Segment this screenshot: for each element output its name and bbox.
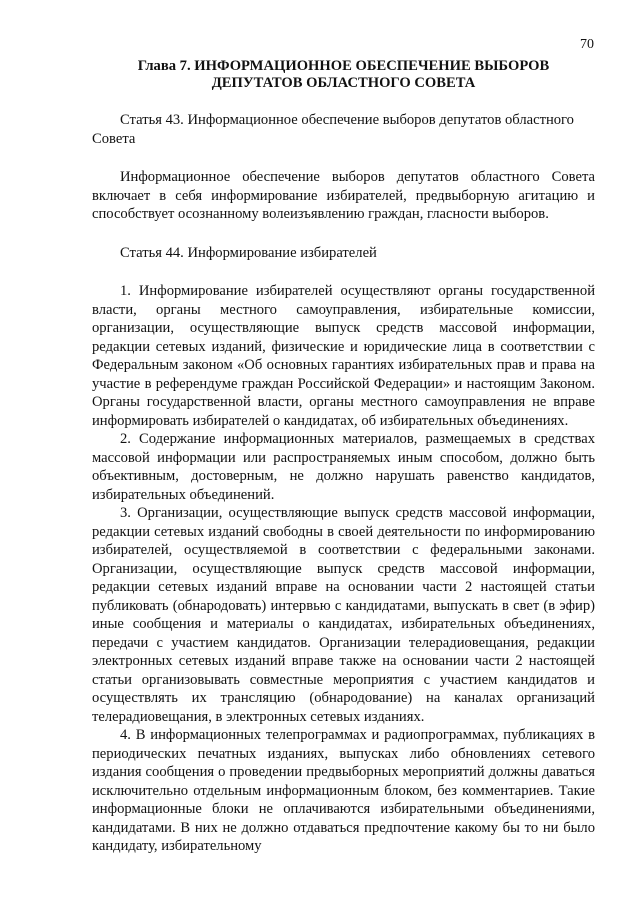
chapter-title [92,58,595,92]
document-page [92,0,595,856]
chapter-title-line-1: Глава 7. ИНФОРМАЦИОННОЕ ОБЕСПЕЧЕНИЕ ВЫБОРОВ [137,58,550,74]
article-43-text: Информационное обеспечение выборов депутатов областного Совета включает в себя информирование избирателей, предвыборную агитацию и способствует осознанному волеизъявлению граждан, гласности выборов. [92,169,595,222]
article-44-paragraph-3: 3. Организации, осуществляющие выпуск средств массовой информации, редакции сетевых изданий свободны в своей деятельности по информированию избирателей, осуществляемой в соответствии с федеральными законами. Организации, осуществляющие выпуск средств массовой информации, редакции сетевых изданий вправе на основании части 2 настоящей статьи публиковать (обнародовать) интервью с кандидатами, выпускать в свет (в эфир) иные сообщения и материалы о кандидатах, избирательных объединениях, передачи с участием кандидатов. Организации телерадиовещания, редакции электронных сетевых изданий вправе также на основании части 2 настоящей статьи организовывать совместные мероприятия с участием кандидатов и осуществлять их трансляцию (обнародование) на каналах организаций телерадиовещания, в электронных сетевых изданиях. [92,505,595,725]
article-44-paragraph-2: 2. Содержание информационных материалов, размещаемых в средствах массовой информации или распространяемых иным способом, должно быть объективным, достоверным, не должно нарушать равенство кандидатов, избирательных объединений. [92,431,595,503]
article-44-paragraph-4: 4. В информационных телепрограммах и радиопрограммах, публикациях в периодических печатных изданиях, выпусках либо обновлениях сетевого издания сообщения о проведении предвыборных мероприятий должны даваться исключительно отдельным информационным блоком, без комментариев. Такие информационные блоки не оплачиваются избирательными объединениями, кандидатами. В них не должно отдаваться предпочтение какому бы то ни было кандидату, избирательному [92,727,595,854]
article-43-title: Статья 43. Информационное обеспечение выборов депутатов областного Совета [92,112,574,147]
chapter-title-line-2: ДЕПУТАТОВ ОБЛАСТНОГО СОВЕТА [211,75,476,91]
article-44-title: Статья 44. Информирование избирателей [120,244,377,261]
article-44-paragraph-1: 1. Информирование избирателей осуществляют органы государственной власти, органы местного самоуправления, избирательные комиссии, организации, осуществляющие выпуск средств массовой информации, редакции сетевых изданий, физические и юридические лица в соответствии с Федеральным законом «Об основных гарантиях избирательных прав и права на участие в референдуме граждан Российской Федерации» и настоящим Законом. Органы государственной власти, органы местного самоуправления не вправе информировать избирателей о кандидатах, об избирательных объединениях. [92,283,595,429]
page-number: 70 [580,37,594,52]
